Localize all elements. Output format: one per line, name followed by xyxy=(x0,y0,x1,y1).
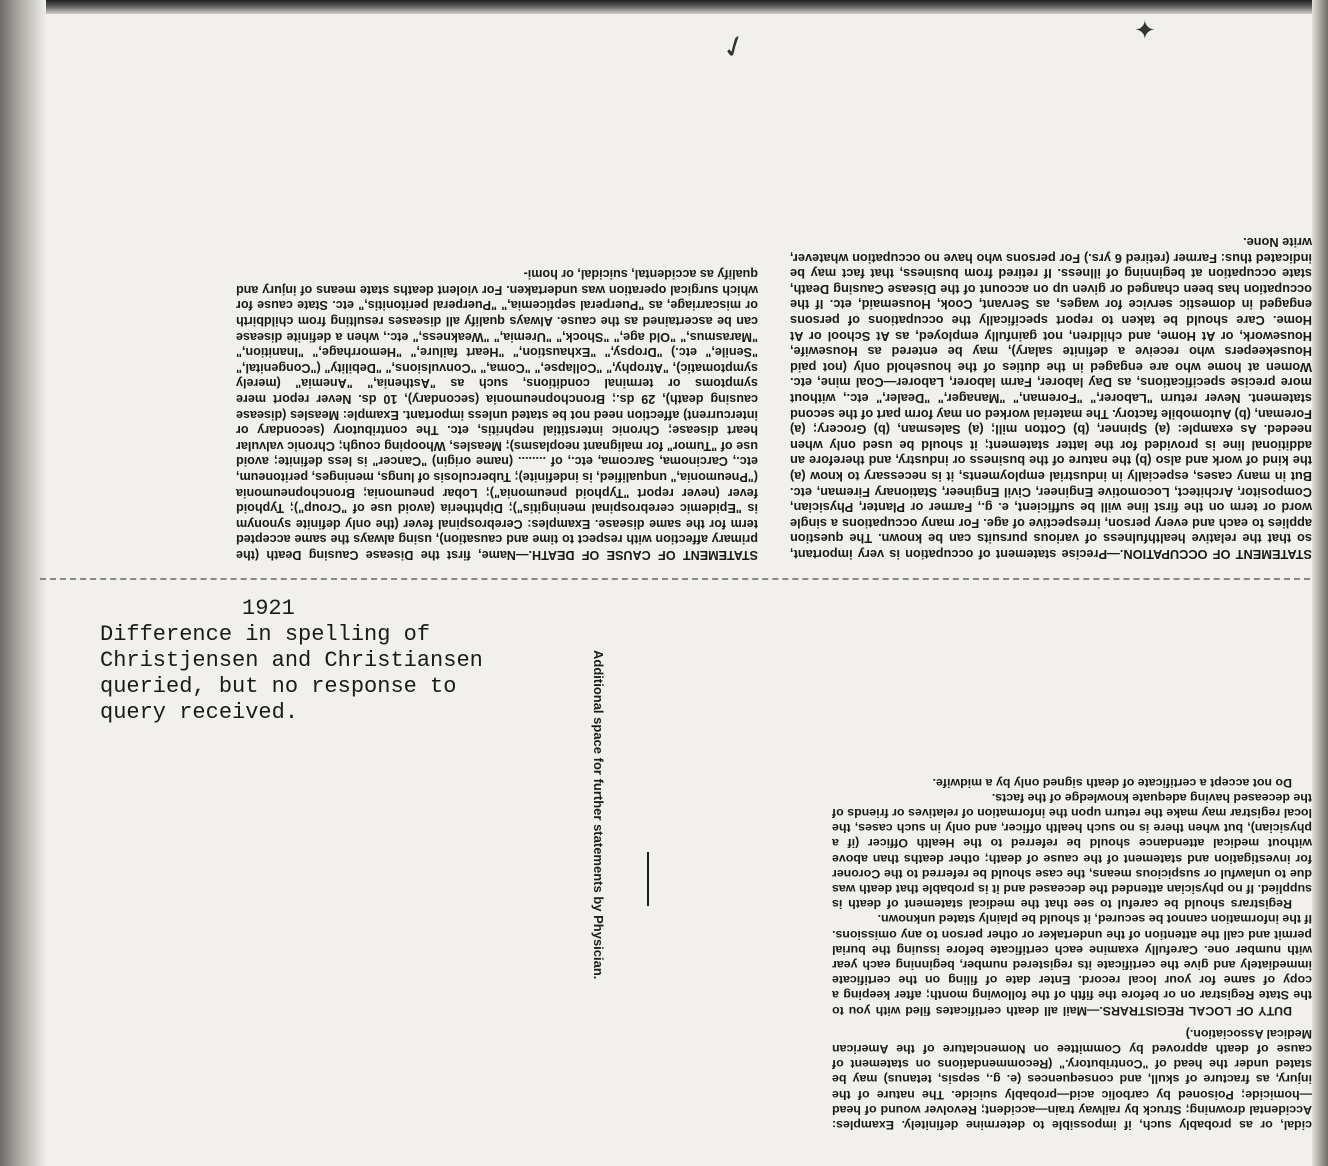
check-mark-icon: ✓ xyxy=(716,26,753,69)
short-vertical-rule xyxy=(647,852,649,906)
registrars-column xyxy=(832,774,1312,1132)
occupation-cause-column xyxy=(790,235,1312,562)
typed-annotation xyxy=(100,596,600,726)
cause-continued-text: cidal, or as probably such, if impossible to determine definitely. Examples: Accidental drowning; Struck by railway train—accident; Revolver wound of head —homicide; Poisoned by carbolic acid—probably suicide. The nature of the injury, as fracture of skull, and consequences (e. g., sepsis, tetanus) may be stated under the head of "Contributory." (Recommendations on statement of cause of death approved by Committee on Nomenclature of the American Medical Association.) xyxy=(832,1026,1312,1132)
cause-paragraph xyxy=(236,266,758,562)
registrars-para3: Do not accept a certificate of death signed only by a midwife. xyxy=(932,775,1292,790)
occupation-text: —Precise statement of occupation is very important, so that the relative healthfulness of various pursuits can be known. The question applies to each and every person, irrespective of age. For many occupations a single word or term on the first line will be sufficient, e. g., Farmer or Planter, Physician, Compositor, Architect, Locomotive Engineer, Civil Engineer, Stationary Fireman, etc. But in many cases, especially in industrial employments, it is necessary to know (a) the kind of work and also (b) the nature of the business or industry, and therefore an additional line is provided for the latter statement; it should be used only when needed. As example: (a) Spinner, (b) Cotton mill; (a) Salesman, (b) Grocery; (a) Foreman, (b) Automobile factory. The material worked on may form part of the second statement. Never return "Laborer," "Foreman," "Manager," "Dealer," etc., without more precise specifications, as Day laborer, Farm laborer, Laborer—Coal mine, etc. Women at home who are engaged in the duties of the household only (not paid Housekeepers who receive a definite salary), may be entered as Housewife, Housework, or At Home, and children, not gainfully employed, as At School or At Home. Care should be taken to report specifically the occupations of persons engaged in domestic service for wages, as Servant, Cook, Housemaid, etc. If the occupation has been changed or given up on account of the Disease Causing Death, state occupation at beginning of illness. If retired from business, that fact may be indicated thus: Farmer (retired 6 yrs.) For persons who have no occupation whatever, write None. xyxy=(790,235,1312,562)
scan-left-edge xyxy=(0,0,46,1166)
annotation-line: query received. xyxy=(100,700,299,725)
cause-of-death-column xyxy=(236,266,758,562)
scan-right-edge xyxy=(1312,0,1328,1166)
registrars-text: —Mail all death certificates filed with you to the State Registrar on or before the fifth of the following month; after keeping a copy of same for your local record. Enter date of filing on the certificate immediately and give the certificate its registered number, beginning each year with number one. Carefully examine each certificate before issuing the burial permit and call the attention of the undertaker or other person to any omissions. If the information cannot be secured, it should be plainly stated unknown. xyxy=(832,912,1312,1018)
cause-heading: STATEMENT OF CAUSE OF DEATH. xyxy=(528,548,758,562)
annotation-line: queried, but no response to xyxy=(100,674,457,699)
annotation-line: Difference in spelling of xyxy=(100,622,431,647)
scan-top-edge xyxy=(0,0,1328,14)
annotation-line: Christjensen and Christiansen xyxy=(100,648,483,673)
cause-text: —Name, first the Disease Causing Death (the primary affection with respect to time and causation), using always the same accepted term for the same disease. Examples: Cerebrospinal fever (the only definite synonym is "Epidemic cerebrospinal meningitis"); Diphtheria (avoid use of "Croup"); Typhoid fever (never report "Typhoid pneumonia"); Lobar pneumonia; Bronchopneumonia ("Pneumonia," unqualified, is indefinite); Tuberculosis of lungs, meninges, peritoneum, etc., Carcinoma, Sarcoma, etc., of ........ (name origin) "Cancer" is less definite; avoid use of "Tumor" for malignant neoplasms); Measles, Whooping cough; Chronic valvular heart disease; Chronic interstitial nephritis, etc. The contributory (secondary or intercurrent) affection need not be stated unless important. Example: Measles (disease causing death), 29 ds.; Bronchopneumonia (secondary), 10 ds. Never report mere symptoms or terminal conditions, such as "Asthenia," "Anemia" (merely symptomatic), "Atrophy," "Collapse," "Coma," "Convulsions," "Debility" ("Congenital," "Senile," etc.) "Dropsy," "Exhaustion," "Heart failure," "Hemorrhage," "Inanition," "Marasmus," "Old age," "Shock," "Uremia," "Weakness," etc., when a definite disease can be ascertained as the cause. Always qualify all diseases resulting from childbirth or miscarriage, as "Puerperal septicemia," "Puerperal peritonitis," etc. State cause for which surgical operation was undertaken. For violent deaths state means of injury and qualify as accidental, suicidal, or homi- xyxy=(235,267,758,562)
annotation-year: 1921 xyxy=(242,596,295,621)
occupation-paragraph xyxy=(790,235,1312,562)
registrars-heading: DUTY OF LOCAL REGISTRARS. xyxy=(1099,1003,1292,1018)
registrars-paragraph xyxy=(832,911,1312,1017)
occupation-heading: STATEMENT OF OCCUPATION. xyxy=(1119,547,1312,562)
ink-blot-icon: ✦ xyxy=(1134,16,1156,46)
fold-dashed-line xyxy=(40,578,1310,580)
registrars-para2: Registrars should be careful to see that the medical statement of death is supplied. If no physician attended the deceased and it is probable that death was due to unlawful or suspicious means, the case should be referred to the Coroner for investigation and statement of the cause of death; other deaths than above without medical attendance should be referred to the Health Officer (if a physician), but when there is no such health officer, and only in such cases, the local registrar may make the return upon the information of relatives or friends of the deceased having adequate knowledge of the facts. xyxy=(832,790,1312,912)
additional-space-label: Additional space for further statements by Physician. xyxy=(591,650,606,980)
